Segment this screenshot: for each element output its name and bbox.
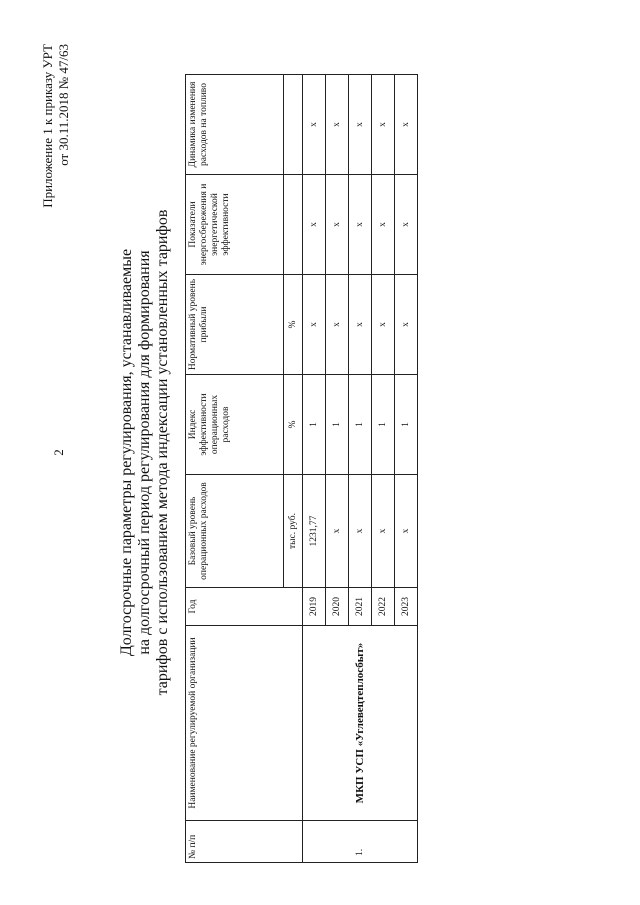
index-cell: 1 [349, 375, 372, 475]
base-cell: x [326, 475, 349, 588]
header-profit: Нормативный уровень прибыли [186, 275, 284, 375]
fuel-cell: x [303, 75, 326, 175]
profit-cell: x [372, 275, 395, 375]
index-cell: 1 [395, 375, 418, 475]
unit-index: % [284, 375, 303, 475]
energy-cell: x [326, 175, 349, 275]
header-fuel: Динамика изменения расходов на топливо [186, 75, 284, 175]
fuel-cell: x [349, 75, 372, 175]
header-num: № п/п [186, 821, 303, 863]
unit-fuel [284, 75, 303, 175]
year-cell: 2022 [372, 588, 395, 626]
index-cell: 1 [326, 375, 349, 475]
energy-cell: x [372, 175, 395, 275]
header-base: Базовый уровень операционных расходов [186, 475, 284, 588]
appendix-note [40, 44, 72, 208]
unit-profit: % [284, 275, 303, 375]
header-row [186, 75, 284, 863]
index-cell: 1 [303, 375, 326, 475]
fuel-cell: x [395, 75, 418, 175]
parameters-table [185, 74, 418, 863]
appendix-line-1: Приложение 1 к приказу УРТ [40, 44, 55, 208]
base-cell: x [372, 475, 395, 588]
title-line-2: на долгосрочный период регулирования для формирования [136, 250, 153, 655]
document-title [118, 0, 172, 905]
table-row [303, 75, 326, 863]
appendix-line-2: от 30.11.2018 № 47/63 [56, 44, 71, 166]
year-cell: 2023 [395, 588, 418, 626]
header-index: Индекс эффективности операционных расходов [186, 375, 284, 475]
energy-cell: x [303, 175, 326, 275]
profit-cell: x [349, 275, 372, 375]
base-cell: x [349, 475, 372, 588]
header-energy: Показатели энергосбережения и энергетической эффективности [186, 175, 284, 275]
index-cell: 1 [372, 375, 395, 475]
unit-base: тыс. руб. [284, 475, 303, 588]
profit-cell: x [395, 275, 418, 375]
energy-cell: x [349, 175, 372, 275]
base-cell: x [395, 475, 418, 588]
row-number: 1. [303, 821, 418, 863]
page-number-text: 2 [51, 449, 66, 456]
title-line-1: Долгосрочные параметры регулирования, устанавливаемые [118, 248, 135, 657]
fuel-cell: x [326, 75, 349, 175]
base-cell: 1231,77 [303, 475, 326, 588]
year-cell: 2019 [303, 588, 326, 626]
energy-cell: x [395, 175, 418, 275]
profit-cell: x [326, 275, 349, 375]
organization-name: МКП УСП «Углевецтеплосбыт» [303, 626, 418, 821]
year-cell: 2020 [326, 588, 349, 626]
header-year: Год [186, 588, 303, 626]
title-line-3: тарифов с использованием метода индексации установленных тарифов [154, 209, 171, 696]
fuel-cell: x [372, 75, 395, 175]
profit-cell: x [303, 275, 326, 375]
year-cell: 2021 [349, 588, 372, 626]
header-org: Наименование регулируемой организации [186, 626, 303, 821]
unit-energy [284, 175, 303, 275]
